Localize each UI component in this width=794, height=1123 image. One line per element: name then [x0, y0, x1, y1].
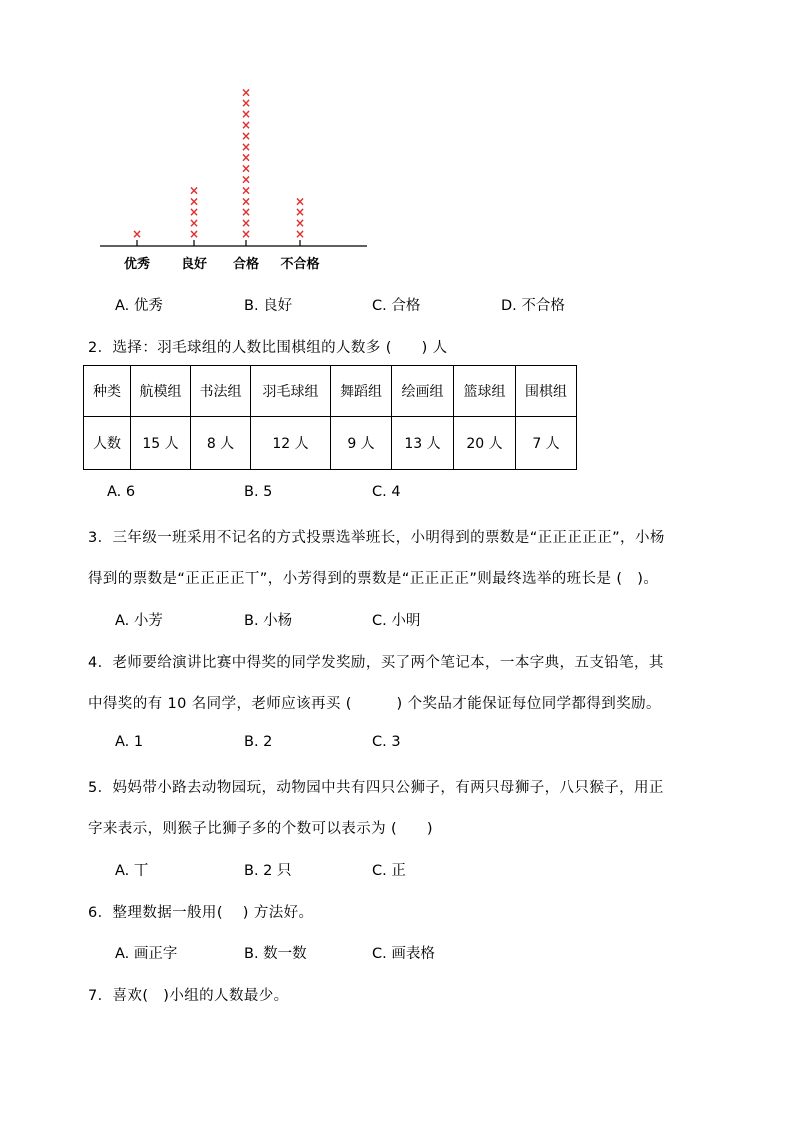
table-cell: 7 人	[516, 417, 577, 470]
table-cell: 12 人	[251, 417, 331, 470]
table-cell: 种类	[84, 366, 131, 417]
data-mark-3: ×	[294, 227, 306, 241]
q4-option-a[interactable]: A. 1	[115, 734, 144, 750]
data-mark-2: ×	[240, 172, 252, 187]
x-tick-label: 优秀	[123, 257, 151, 272]
data-mark-2: ×	[240, 183, 252, 198]
data-mark-1: ×	[188, 205, 200, 220]
q6-text: 6．整理数据一般用( ) 方法好。	[88, 905, 314, 921]
data-mark-2: ×	[240, 227, 252, 241]
table-cell: 8 人	[191, 417, 251, 470]
q2-option-b[interactable]: B. 5	[244, 484, 273, 500]
q2-option-a[interactable]: A. 6	[107, 484, 136, 500]
table-cell: 围棋组	[516, 366, 577, 417]
data-mark-2: ×	[240, 85, 252, 100]
table-cell: 羽毛球组	[251, 366, 331, 417]
data-mark-2: ×	[240, 150, 252, 165]
q5-option-a[interactable]: A. 丅	[115, 863, 149, 879]
table-value-row	[84, 417, 577, 470]
q1-option-b[interactable]: B. 良好	[244, 298, 293, 314]
data-mark-1: ×	[188, 194, 200, 209]
data-mark-0: ×	[131, 227, 143, 241]
x-tick-label: 不合格	[280, 257, 320, 272]
data-mark-3: ×	[294, 205, 306, 220]
data-mark-1: ×	[188, 183, 200, 198]
q5-option-c[interactable]: C. 正	[372, 863, 406, 879]
q3-option-b[interactable]: B. 小杨	[244, 613, 293, 629]
data-mark-2: ×	[240, 128, 252, 143]
data-mark-2: ×	[240, 205, 252, 220]
data-mark-3: ×	[294, 216, 306, 231]
table-cell: 舞蹈组	[331, 366, 392, 417]
table-cell: 9 人	[331, 417, 392, 470]
x-tick-label: 合格	[232, 257, 260, 272]
q3-text-line2: 得到的票数是“正正正正丅”，小芳得到的票数是“正正正正”则最终选举的班长是 ( )。	[88, 571, 659, 587]
data-mark-2: ×	[240, 107, 252, 122]
q7-text: 7．喜欢( )小组的人数最少。	[88, 988, 289, 1004]
table-header-row	[84, 366, 577, 417]
q3-option-c[interactable]: C. 小明	[372, 613, 421, 629]
data-mark-2: ×	[240, 118, 252, 132]
table-cell: 篮球组	[454, 366, 516, 417]
q2-option-c[interactable]: C. 4	[372, 484, 401, 500]
q1-option-c[interactable]: C. 合格	[372, 298, 421, 314]
q1-option-a[interactable]: A. 优秀	[115, 298, 163, 314]
q3-text-line1: 3．三年级一班采用不记名的方式投票选举班长，小明得到的票数是“正正正正正”，小杨	[88, 530, 665, 546]
q5-text-line1: 5．妈妈带小路去动物园玩，动物园中共有四只公狮子，有两只母狮子，八只猴子，用正	[88, 780, 664, 796]
data-mark-2: ×	[240, 139, 252, 154]
data-mark-2: ×	[240, 216, 252, 231]
q4-option-b[interactable]: B. 2	[244, 734, 273, 750]
data-mark-1: ×	[188, 227, 200, 241]
q3-option-a[interactable]: A. 小芳	[115, 613, 163, 629]
q4-option-c[interactable]: C. 3	[372, 734, 401, 750]
data-mark-1: ×	[188, 216, 200, 231]
q4-text-line1: 4．老师要给演讲比赛中得奖的同学发奖励，买了两个笔记本，一本字典，五支铅笔，其	[88, 655, 664, 671]
q2-text: 2．选择：羽毛球组的人数比围棋组的人数多 ( ) 人	[88, 340, 448, 356]
q6-option-c[interactable]: C. 画表格	[372, 946, 435, 962]
table-cell: 绘画组	[392, 366, 454, 417]
q6-option-b[interactable]: B. 数一数	[244, 946, 307, 962]
q1-option-d[interactable]: D. 不合格	[501, 298, 565, 314]
interest-group-table	[83, 365, 577, 470]
data-mark-3: ×	[294, 194, 306, 209]
data-mark-2: ×	[240, 96, 252, 111]
table-cell: 人数	[84, 417, 131, 470]
data-mark-2: ×	[240, 161, 252, 176]
q5-option-b[interactable]: B. 2 只	[244, 863, 292, 879]
q4-text-line2: 中得奖的有 10 名同学，老师应该再买 ( ) 个奖品才能保证每位同学都得到奖励。	[88, 696, 661, 712]
table-cell: 15 人	[131, 417, 191, 470]
table-cell: 20 人	[454, 417, 516, 470]
table-cell: 航模组	[131, 366, 191, 417]
table-cell: 书法组	[191, 366, 251, 417]
data-mark-2: ×	[240, 194, 252, 209]
q5-text-line2: 字来表示，则猴子比狮子多的个数可以表示为 ( )	[88, 821, 433, 837]
x-tick-label: 良好	[180, 257, 208, 272]
table-cell: 13 人	[392, 417, 454, 470]
q6-option-a[interactable]: A. 画正字	[115, 946, 178, 962]
dot-plot-chart	[95, 80, 385, 280]
